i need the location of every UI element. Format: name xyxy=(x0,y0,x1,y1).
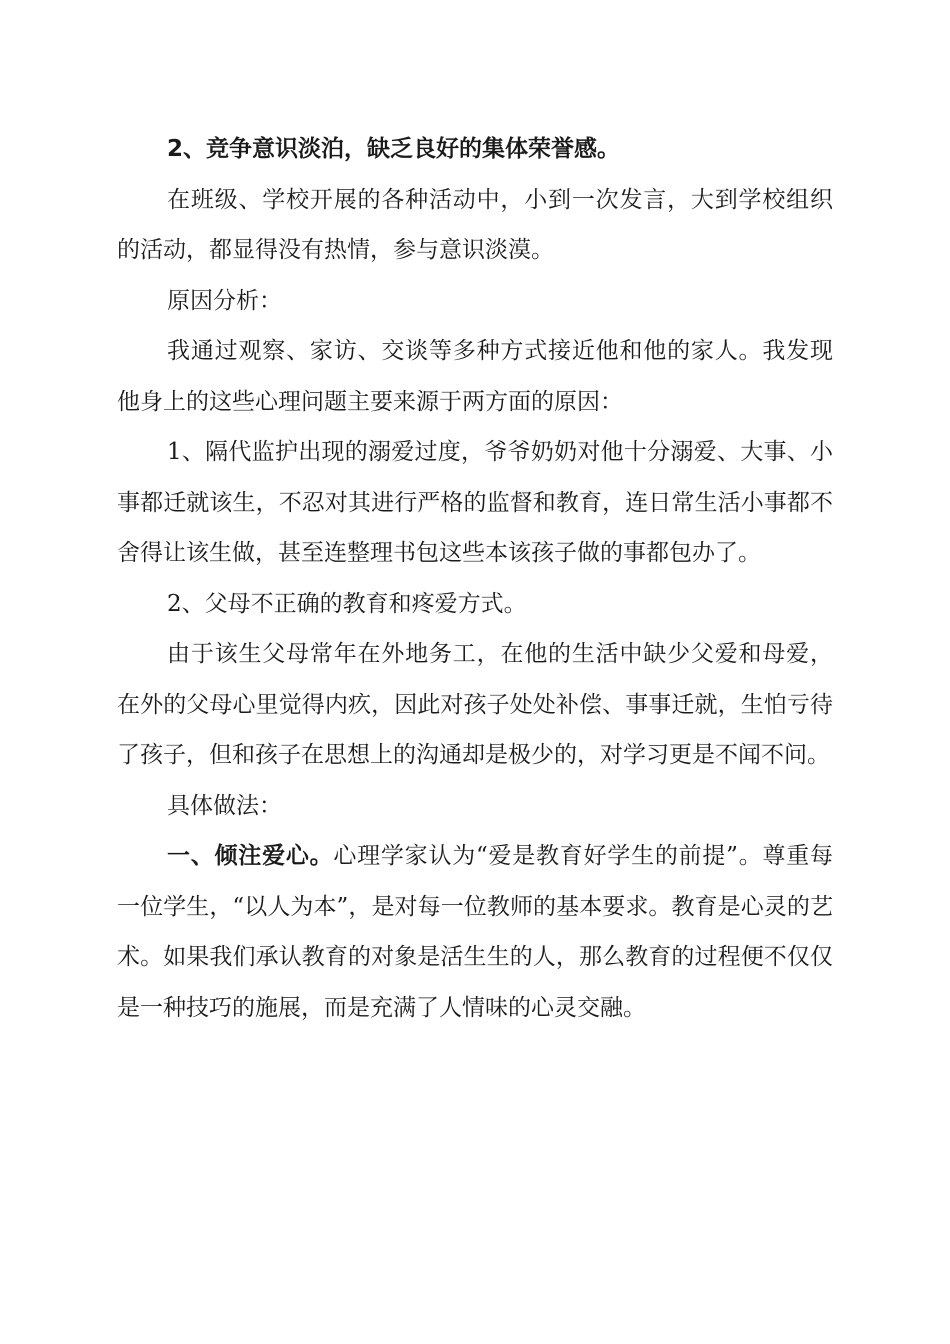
paragraph-activities: 在班级、学校开展的各种活动中，小到一次发言，大到学校组织的活动，都显得没有热情，参与意识淡漠。 xyxy=(117,186,833,263)
section-heading-methods: 具体做法： xyxy=(167,792,282,819)
method-1-lead: 一、倾注爱心。 xyxy=(167,843,334,869)
paragraph-parents: 由于该生父母常年在外地务工，在他的生活中缺少父爱和母爱，在外的父母心里觉得内疚，因此对孩子处处补偿、事事迁就，生怕亏待了孩子，但和孩子在思想上的沟通却是极少的，对学习更是不闻不问。 xyxy=(117,641,833,768)
paragraph-cause-1: 1、隔代监护出现的溺爱过度，爷爷奶奶对他十分溺爱、大事、小事都迁就该生，不忍对其进行严格的监督和教育，连日常生活小事都不舍得让该生做，甚至连整理书包这些本该孩子做的事都包办了。 xyxy=(117,439,833,566)
method-1-text: 心理学家认为“爱是教育好学生的前提”。尊重每一位学生，“以人为本”，是对每一位教师的基本要求。教育是心灵的艺术。如果我们承认教育的对象是活生生的人，那么教育的过程便不仅仅是一种技巧的施展，而是充满了人情味的心灵交融。 xyxy=(117,843,833,1021)
paragraph-method-1 xyxy=(117,831,833,1033)
paragraph-cause-2: 2、父母不正确的教育和疼爱方式。 xyxy=(167,590,527,617)
document-body xyxy=(117,124,833,1033)
paragraph-observation: 我通过观察、家访、交谈等多种方式接近他和他的家人。我发现他身上的这些心理问题主要来源于两方面的原因： xyxy=(117,338,833,415)
section-heading-competition: 2、竞争意识淡泊，缺乏良好的集体荣誉感。 xyxy=(167,136,621,162)
section-heading-cause-analysis: 原因分析： xyxy=(167,287,282,314)
